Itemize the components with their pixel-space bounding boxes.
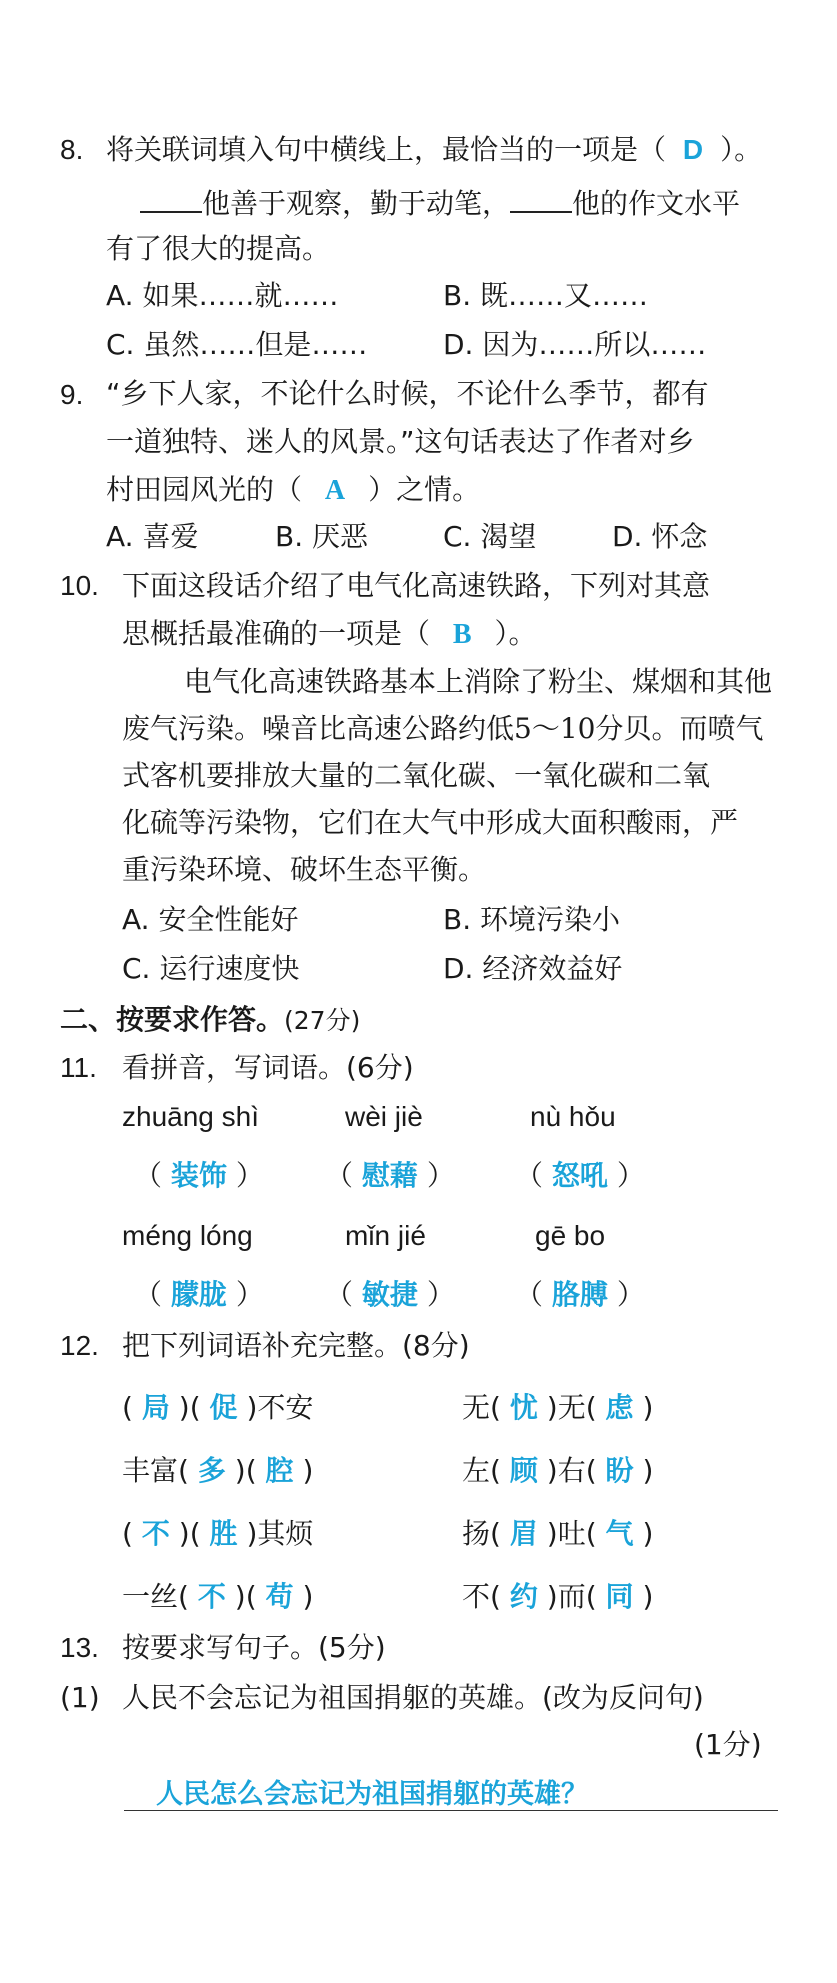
pinyin: méng lóng — [122, 1220, 253, 1251]
idiom-left — [122, 1514, 313, 1554]
stem-text: 将关联词填入句中横线上，最恰当的一项是（ — [106, 133, 667, 166]
answer-char: 局 — [141, 1391, 170, 1424]
idiom-text: ) — [302, 1454, 314, 1487]
pinyin: mǐn jié — [345, 1220, 426, 1251]
question-line: “乡下人家，不论什么时候，不论什么季节，都有 — [106, 377, 709, 410]
idiom-text: )吐( — [546, 1517, 597, 1550]
answer-char: 盼 — [605, 1454, 634, 1487]
answer-char: 腔 — [265, 1454, 294, 1487]
passage-line: 废气污染。噪音比高速公路约低5～10分贝。而喷气 — [122, 712, 764, 745]
idiom-right — [462, 1577, 653, 1617]
option-a: A. 如果……就…… — [106, 279, 339, 312]
idiom-text: 左( — [462, 1454, 501, 1487]
answer-char: 眉 — [509, 1517, 538, 1550]
question-line — [122, 614, 537, 655]
answer-word: 胳膊 — [551, 1278, 608, 1311]
idiom-text: )不安 — [246, 1391, 314, 1424]
sub-question-label: (1) — [60, 1681, 100, 1714]
answer-word: 敏捷 — [361, 1278, 418, 1311]
answer-char: 多 — [197, 1454, 226, 1487]
answer-char: 不 — [141, 1517, 170, 1550]
passage-line: 重污染环境、破坏生态平衡。 — [122, 853, 487, 886]
option-c: C. 运行速度快 — [122, 952, 300, 985]
idiom-text: )无( — [546, 1391, 597, 1424]
answer-letter: D — [682, 134, 704, 165]
sentence-part: 他的作文水平 — [572, 187, 741, 220]
question-title: 把下列词语补充完整。(8分) — [122, 1329, 470, 1362]
idiom-text: ( — [122, 1517, 133, 1550]
answer-box: （ 装饰 ） — [134, 1159, 264, 1192]
answer-word: 朦胧 — [170, 1278, 227, 1311]
idiom-text: ( — [122, 1391, 133, 1424]
answer-char: 苟 — [265, 1580, 294, 1613]
idiom-left — [122, 1388, 313, 1428]
fill-blank — [140, 183, 202, 213]
question-number: 8. — [60, 134, 84, 165]
written-answer: 人民怎么会忘记为祖国捐躯的英雄？ — [156, 1779, 588, 1810]
sub-question-text: 人民不会忘记为祖国捐躯的英雄。(改为反问句) — [122, 1681, 704, 1714]
answer-box: （ 朦胧 ） — [134, 1278, 264, 1311]
option-b: B. 厌恶 — [275, 520, 369, 553]
idiom-text: ) — [642, 1580, 654, 1613]
question-number: 11. — [60, 1052, 97, 1083]
answer-word: 装饰 — [170, 1159, 227, 1192]
passage-line: 式客机要排放大量的二氧化碳、一氧化碳和二氧 — [122, 759, 711, 792]
idiom-left — [122, 1577, 313, 1617]
pinyin: gē bo — [535, 1220, 606, 1251]
question-stem — [106, 130, 762, 170]
answer-char: 同 — [605, 1580, 634, 1613]
idiom-text: )右( — [546, 1454, 597, 1487]
question-line: 一道独特、迷人的风景。”这句话表达了作者对乡 — [106, 425, 695, 458]
answer-char: 虑 — [605, 1391, 634, 1424]
answer-char: 促 — [209, 1391, 238, 1424]
answer-box: （ 怒吼 ） — [515, 1159, 645, 1192]
question-number: 13. — [60, 1632, 99, 1663]
idiom-text: ) — [642, 1454, 654, 1487]
option-a: A. 喜爱 — [106, 520, 199, 553]
answer-char: 约 — [509, 1580, 538, 1613]
stem-text-end: ）。 — [720, 133, 763, 166]
answer-line — [124, 1810, 778, 1811]
idiom-text: )其烦 — [246, 1517, 314, 1550]
answer-char: 气 — [605, 1517, 634, 1550]
idiom-text: )( — [178, 1391, 201, 1424]
section-heading — [60, 1000, 360, 1041]
option-c: C. 渴望 — [443, 520, 537, 553]
fill-blank — [510, 183, 572, 213]
stem-text-end: ）。 — [494, 617, 537, 650]
answer-char: 胜 — [209, 1517, 238, 1550]
option-c: C. 虽然……但是…… — [106, 328, 368, 361]
sub-question-score: (1分) — [694, 1728, 762, 1761]
question-title: 按要求写句子。(5分) — [122, 1631, 386, 1664]
idiom-text: ) — [302, 1580, 314, 1613]
idiom-text: )而( — [546, 1580, 597, 1613]
answer-letter: A — [324, 475, 346, 506]
answer-box: （ 胳膊 ） — [515, 1278, 645, 1311]
option-a: A. 安全性能好 — [122, 903, 299, 936]
idiom-text: 扬( — [462, 1517, 501, 1550]
answer-char: 顾 — [509, 1454, 538, 1487]
answer-letter: B — [452, 619, 472, 650]
option-d: D. 怀念 — [612, 520, 708, 553]
option-d: D. 因为……所以…… — [443, 328, 707, 361]
stem-text-end: ）之情。 — [368, 473, 481, 506]
stem-text: 村田园风光的（ — [106, 473, 303, 506]
question-sentence — [140, 183, 740, 224]
section-score: (27分) — [284, 1006, 361, 1035]
idiom-text: 无( — [462, 1391, 501, 1424]
idiom-text: ) — [642, 1391, 654, 1424]
passage-line: 化硫等污染物，它们在大气中形成大面积酸雨，严 — [122, 806, 739, 839]
sentence-continuation: 有了很大的提高。 — [106, 232, 331, 265]
answer-box: （ 慰藉 ） — [325, 1159, 455, 1192]
idiom-right — [462, 1514, 653, 1554]
pinyin: wèi jiè — [345, 1101, 423, 1132]
idiom-text: 一丝( — [122, 1580, 189, 1613]
answer-char: 忧 — [509, 1391, 538, 1424]
idiom-left — [122, 1451, 313, 1491]
question-number: 10. — [60, 570, 99, 601]
idiom-text: )( — [234, 1580, 257, 1613]
question-line: 下面这段话介绍了电气化高速铁路，下列对其意 — [122, 569, 711, 602]
question-number: 9. — [60, 379, 84, 410]
answer-box: （ 敏捷 ） — [325, 1278, 455, 1311]
idiom-text: )( — [234, 1454, 257, 1487]
idiom-text: 丰富( — [122, 1454, 189, 1487]
idiom-text: 不( — [462, 1580, 501, 1613]
answer-word: 怒吼 — [551, 1159, 608, 1192]
answer-word: 慰藉 — [361, 1159, 418, 1192]
option-b: B. 既……又…… — [443, 279, 649, 312]
idiom-right — [462, 1451, 653, 1491]
passage-line: 电气化高速铁路基本上消除了粉尘、煤烟和其他 — [184, 665, 773, 698]
idiom-text: ) — [642, 1517, 654, 1550]
question-number: 12. — [60, 1330, 99, 1361]
option-b: B. 环境污染小 — [443, 903, 621, 936]
answer-char: 不 — [197, 1580, 226, 1613]
sentence-part: 他善于观察，勤于动笔， — [202, 187, 511, 220]
stem-text: 思概括最准确的一项是（ — [122, 617, 431, 650]
section-title: 二、按要求作答。 — [60, 1003, 285, 1036]
pinyin: zhuāng shì — [122, 1101, 259, 1132]
question-line — [106, 470, 480, 511]
idiom-right — [462, 1388, 653, 1428]
question-title: 看拼音，写词语。(6分) — [122, 1051, 414, 1084]
idiom-text: )( — [178, 1517, 201, 1550]
pinyin: nù hǒu — [530, 1101, 616, 1132]
option-d: D. 经济效益好 — [443, 952, 623, 985]
